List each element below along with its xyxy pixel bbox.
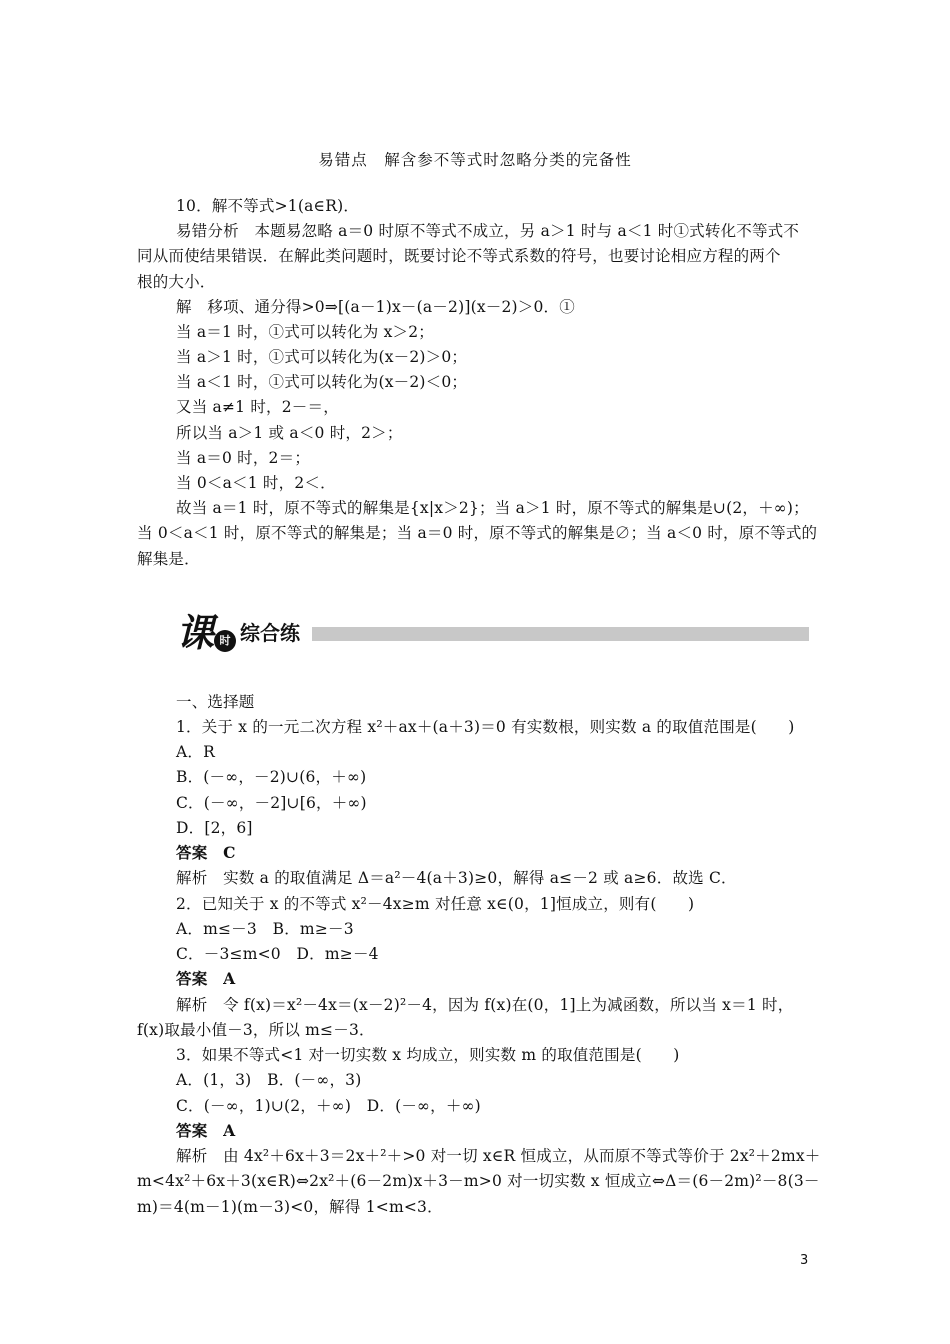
problem-10-statement: 10．解不等式>1(a∈R)． (176, 197, 360, 215)
q2-options-ab: A．m≤－3 B．m≥－3 (176, 920, 354, 938)
section-heading-choice: 一、选择题 (176, 693, 255, 711)
solution-line-3: 当 a＞1 时，①式可以转化为(x－2)＞0； (176, 348, 468, 366)
solution-line-5: 又当 a≠1 时，2－＝， (176, 398, 339, 416)
banner-title: 综合练 (240, 621, 300, 645)
q3-stem: 3．如果不等式<1 对一切实数 x 均成立，则实数 m 的取值范围是( ) (176, 1046, 680, 1064)
error-analysis-line-3: 根的大小． (137, 273, 216, 291)
conclusion-line-2: 当 0＜a＜1 时，原不等式的解集是；当 a＝0 时，原不等式的解集是∅；当 a＜0 时，原不等式的 (137, 524, 818, 542)
solution-line-6: 所以当 a＞1 或 a＜0 时，2＞； (176, 424, 403, 442)
conclusion-line-1: 故当 a＝1 时，原不等式的解集是{x|x＞2}；当 a＞1 时，原不等式的解集是∪(2，＋∞)； (176, 499, 809, 517)
banner-logo-main: 课 (176, 610, 215, 655)
q3-analysis-line-2: m<4x²＋6x＋3(x∈R)⇔2x²＋(6－2m)x＋3－m>0 对一切实数 x 恒成立⇔Δ＝(6－2m)²－8(3－ (137, 1172, 820, 1190)
q1-option-c: C．(－∞，－2]∪[6，＋∞) (176, 794, 367, 812)
q2-analysis-line-2: f(x)取最小值－3，所以 m≤－3． (137, 1021, 375, 1039)
solution-line-7: 当 a＝0 时，2＝； (176, 449, 311, 467)
q1-stem: 1．关于 x 的一元二次方程 x²＋ax＋(a＋3)＝0 有实数根，则实数 a 的取值范围是( ) (176, 718, 795, 736)
banner-logo-circle: 时 (214, 630, 236, 652)
q3-analysis-line-3: m)＝4(m－1)(m－3)<0，解得 1<m<3． (137, 1198, 443, 1216)
banner-bar (312, 627, 809, 641)
q2-answer: 答案 A (176, 969, 236, 988)
solution-line-4: 当 a＜1 时，①式可以转化为(x－2)＜0； (176, 373, 468, 391)
q2-options-cd: C．－3≤m<0 D．m≥－4 (176, 945, 379, 963)
q2-stem: 2．已知关于 x 的不等式 x²－4x≥m 对任意 x∈(0，1]恒成立，则有( ) (176, 895, 695, 913)
conclusion-line-3: 解集是． (137, 550, 200, 568)
error-analysis-line-2: 同从而使结果错误．在解此类问题时，既要讨论不等式系数的符号，也要讨论相应方程的两个 (137, 247, 781, 265)
q1-option-d: D．[2，6] (176, 819, 253, 837)
q3-analysis-line-1: 解析 由 4x²＋6x＋3＝2x＋²＋>0 对一切 x∈R 恒成立，从而原不等式等价于 2x²＋2mx＋ (176, 1147, 821, 1165)
q3-options-ab: A．(1，3) B．(－∞，3) (176, 1071, 362, 1089)
solution-line-8: 当 0＜a＜1 时，2＜． (176, 474, 336, 492)
q1-analysis: 解析 实数 a 的取值满足 Δ＝a²－4(a＋3)≥0，解得 a≤－2 或 a≥6．故选 C． (176, 869, 737, 887)
solution-line-1: 解 移项、通分得>0⇒[(a－1)x－(a－2)](x－2)＞0．① (176, 298, 575, 316)
section-title: 易错点 解含参不等式时忽略分类的完备性 (318, 151, 632, 169)
section-banner (176, 610, 816, 660)
page-number: 3 (800, 1253, 809, 1268)
q1-option-a: A．R (176, 743, 215, 761)
error-analysis-line-1: 易错分析 本题易忽略 a＝0 时原不等式不成立，另 a＞1 时与 a＜1 时①式转化不等式不 (176, 222, 800, 240)
q2-analysis-line-1: 解析 令 f(x)＝x²－4x＝(x－2)²－4，因为 f(x)在(0，1]上为减函数，所以当 x＝1 时， (176, 996, 794, 1014)
solution-line-2: 当 a＝1 时，①式可以转化为 x＞2； (176, 323, 434, 341)
q1-option-b: B．(－∞，－2)∪(6，＋∞) (176, 768, 367, 786)
q3-options-cd: C．(－∞，1)∪(2，＋∞) D．(－∞，＋∞) (176, 1097, 481, 1115)
q3-answer: 答案 A (176, 1121, 236, 1140)
q1-answer: 答案 C (176, 843, 236, 862)
